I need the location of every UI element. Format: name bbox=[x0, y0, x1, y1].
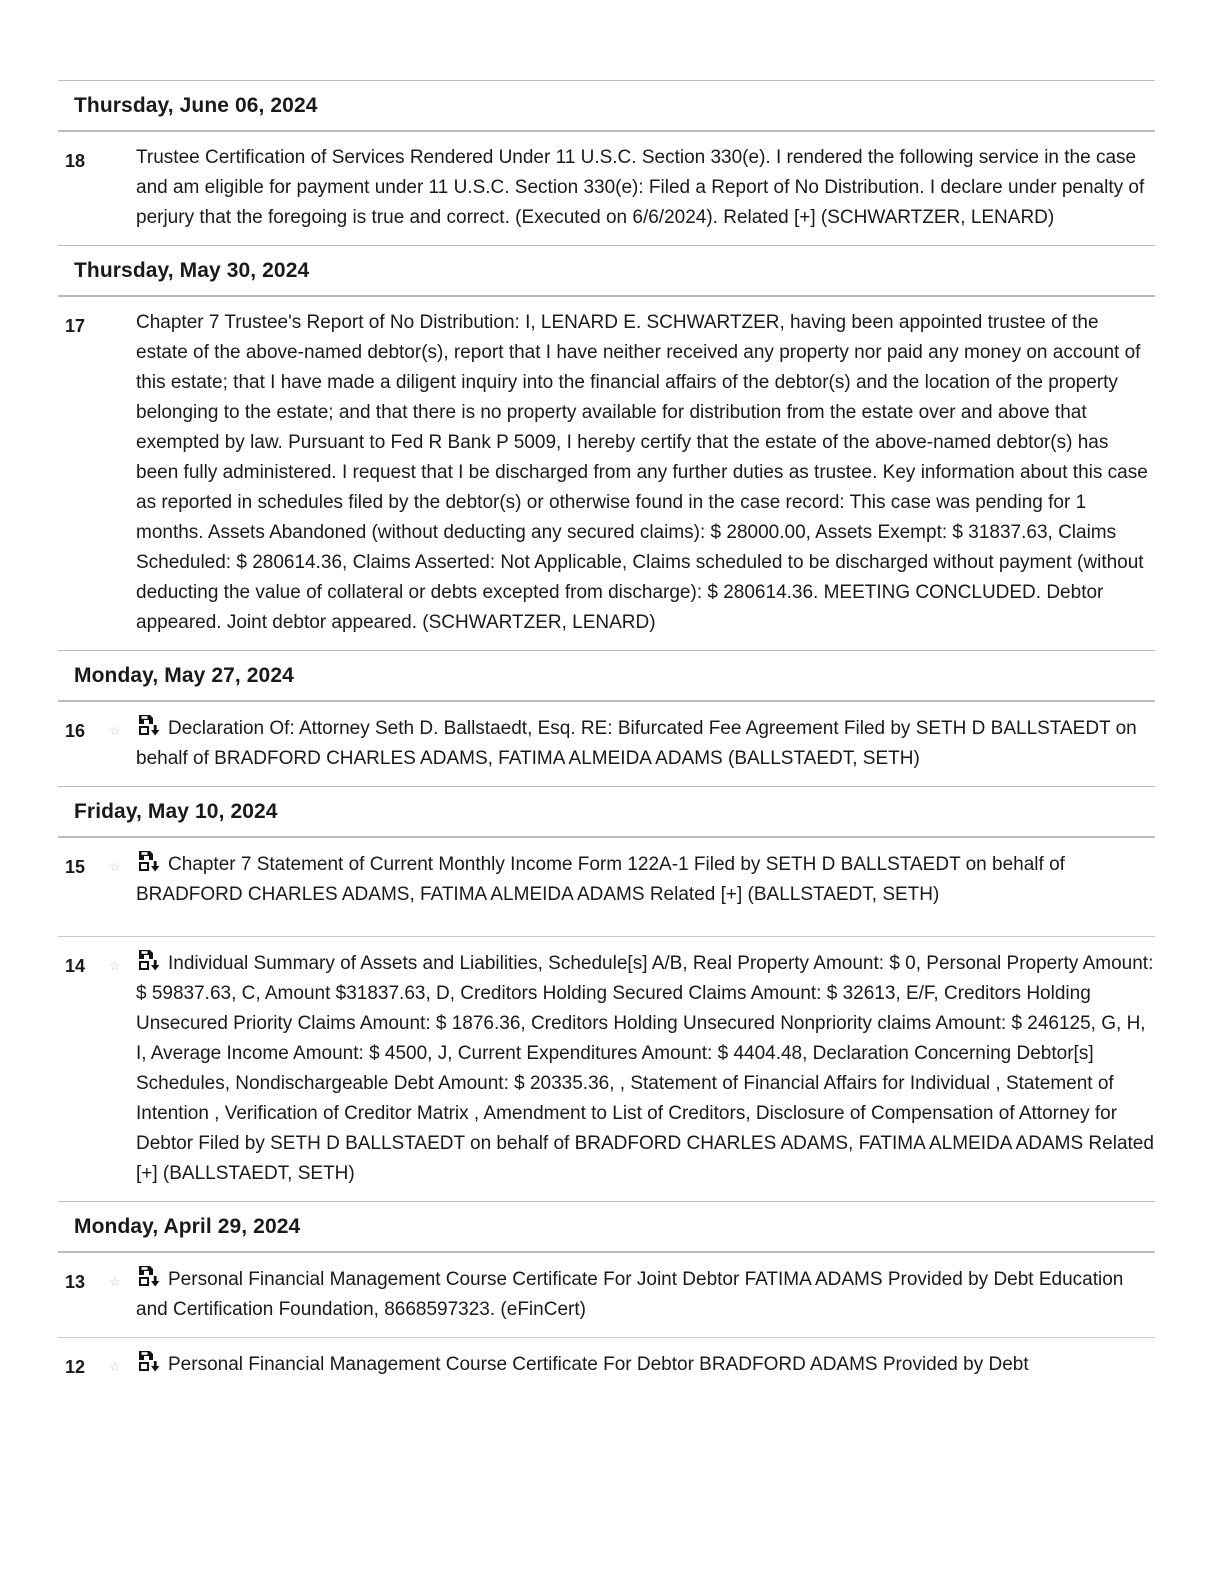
docket-day-group bbox=[58, 1201, 1155, 1392]
entry-description: Individual Summary of Assets and Liabilities, Schedule[s] A/B, Real Property Amount: $ 0, Personal Property Amount: $ 59837.63, C, Amount $31837.63, D, Creditors Holding Secured Claims Amount: $ 32613, E/F, Creditors Holding Unsecured Priority Claims Amount: $ 1876.36, Creditors Holding Unsecured Nonpriority claims Amount: $ 246125, G, H, I, Average Income Amount: $ 4500, J, Current Expenditures Amount: $ 4404.48, Declaration Concerning Debtor[s] Schedules, Nondischargeable Debt Amount: $ 20335.36, , Statement of Financial Affairs for Individual , Statement of Intention , Verification of Creditor Matrix , Amendment to List of Creditors, Disclosure of Compensation of Attorney for Debtor Filed by SETH D BALLSTAEDT on behalf of BRADFORD CHARLES ADAMS, FATIMA ALMEIDA ADAMS Related [+] (BALLSTAEDT, SETH) bbox=[136, 953, 1154, 1184]
entry-body bbox=[136, 713, 1155, 774]
entry-body bbox=[136, 143, 1155, 233]
entry-description: Personal Financial Management Course Certificate For Debtor BRADFORD ADAMS Provided by Debt bbox=[168, 1354, 1029, 1375]
day-header: Thursday, May 30, 2024 bbox=[58, 246, 1155, 297]
docket-entry bbox=[58, 936, 1155, 1201]
entry-body bbox=[136, 308, 1155, 638]
document-download-icon[interactable] bbox=[136, 1264, 160, 1288]
day-header: Monday, May 27, 2024 bbox=[58, 651, 1155, 702]
docket-day-group bbox=[58, 786, 1155, 1201]
star-icon[interactable]: ☆ bbox=[109, 723, 121, 738]
entry-number[interactable]: 14 bbox=[65, 956, 86, 976]
document-download-icon[interactable] bbox=[136, 1349, 160, 1373]
entry-description: Chapter 7 Statement of Current Monthly Income Form 122A-1 Filed by SETH D BALLSTAEDT on behalf of BRADFORD CHARLES ADAMS, FATIMA ALMEIDA ADAMS Related [+] (BALLSTAEDT, SETH) bbox=[136, 854, 1065, 905]
entry-body bbox=[136, 1349, 1155, 1380]
document-download-icon[interactable] bbox=[136, 849, 160, 873]
entry-description: Trustee Certification of Services Rendered Under 11 U.S.C. Section 330(e). I rendered the following service in the case and am eligible for payment under 11 U.S.C. Section 330(e): Filed a Report of No Distribution. I declare under penalty of perjury that the foregoing is true and correct. (Executed on 6/6/2024). Related [+] (SCHWARTZER, LENARD) bbox=[136, 147, 1145, 228]
entry-number[interactable]: 16 bbox=[65, 721, 86, 741]
docket-entry bbox=[58, 297, 1155, 650]
star-icon[interactable]: ☆ bbox=[109, 958, 121, 973]
entry-description: Chapter 7 Trustee's Report of No Distribution: I, LENARD E. SCHWARTZER, having been appointed trustee of the estate of the above-named debtor(s), report that I have neither received any property nor paid any money on account of this estate; that I have made a diligent inquiry into the financial affairs of the debtor(s) and the location of the property belonging to the estate; and that there is no property available for distribution from the estate over and above that exempted by law. Pursuant to Fed R Bank P 5009, I hereby certify that the estate of the above-named debtor(s) has been fully administered. I request that I be discharged from any further duties as trustee. Key information about this case as reported in schedules filed by the debtor(s) or otherwise found in the case record: This case was pending for 1 months. Assets Abandoned (without deducting any secured claims): $ 28000.00, Assets Exempt: $ 31837.63, Claims Scheduled: $ 280614.36, Claims Asserted: Not Applicable, Claims scheduled to be discharged without payment (without deducting the value of collateral or debts excepted from discharge): $ 280614.36. MEETING CONCLUDED. Debtor appeared. Joint debtor appeared. (SCHWARTZER, LENARD) bbox=[136, 312, 1148, 633]
entry-number[interactable]: 15 bbox=[65, 857, 86, 877]
star-icon[interactable]: ☆ bbox=[109, 1274, 121, 1289]
docket-entry bbox=[58, 1337, 1155, 1392]
docket-entry bbox=[58, 132, 1155, 245]
docket-day-group bbox=[58, 80, 1155, 245]
entry-body bbox=[136, 849, 1155, 910]
entry-description: Personal Financial Management Course Certificate For Joint Debtor FATIMA ADAMS Provided by Debt Education and Certification Foundation, 8668597323. (eFinCert) bbox=[136, 1269, 1124, 1320]
star-icon[interactable]: ☆ bbox=[109, 859, 121, 874]
docket-list bbox=[58, 80, 1155, 1392]
docket-entry bbox=[58, 1253, 1155, 1337]
docket-entry bbox=[58, 838, 1155, 936]
entry-number[interactable]: 17 bbox=[65, 316, 86, 336]
entry-description: Declaration Of: Attorney Seth D. Ballstaedt, Esq. RE: Bifurcated Fee Agreement Filed by SETH D BALLSTAEDT on behalf of BRADFORD CHARLES ADAMS, FATIMA ALMEIDA ADAMS (BALLSTAEDT, SETH) bbox=[136, 718, 1137, 769]
star-icon[interactable]: ☆ bbox=[109, 1359, 121, 1374]
entry-body bbox=[136, 948, 1155, 1189]
entry-number[interactable]: 13 bbox=[65, 1272, 86, 1292]
day-header: Friday, May 10, 2024 bbox=[58, 787, 1155, 838]
day-header: Monday, April 29, 2024 bbox=[58, 1202, 1155, 1253]
document-download-icon[interactable] bbox=[136, 713, 160, 737]
docket-day-group bbox=[58, 650, 1155, 786]
docket-day-group bbox=[58, 245, 1155, 650]
entry-body bbox=[136, 1264, 1155, 1325]
document-download-icon[interactable] bbox=[136, 948, 160, 972]
docket-entry bbox=[58, 702, 1155, 786]
day-header: Thursday, June 06, 2024 bbox=[58, 81, 1155, 132]
entry-number[interactable]: 12 bbox=[65, 1357, 86, 1377]
entry-number[interactable]: 18 bbox=[65, 151, 86, 171]
